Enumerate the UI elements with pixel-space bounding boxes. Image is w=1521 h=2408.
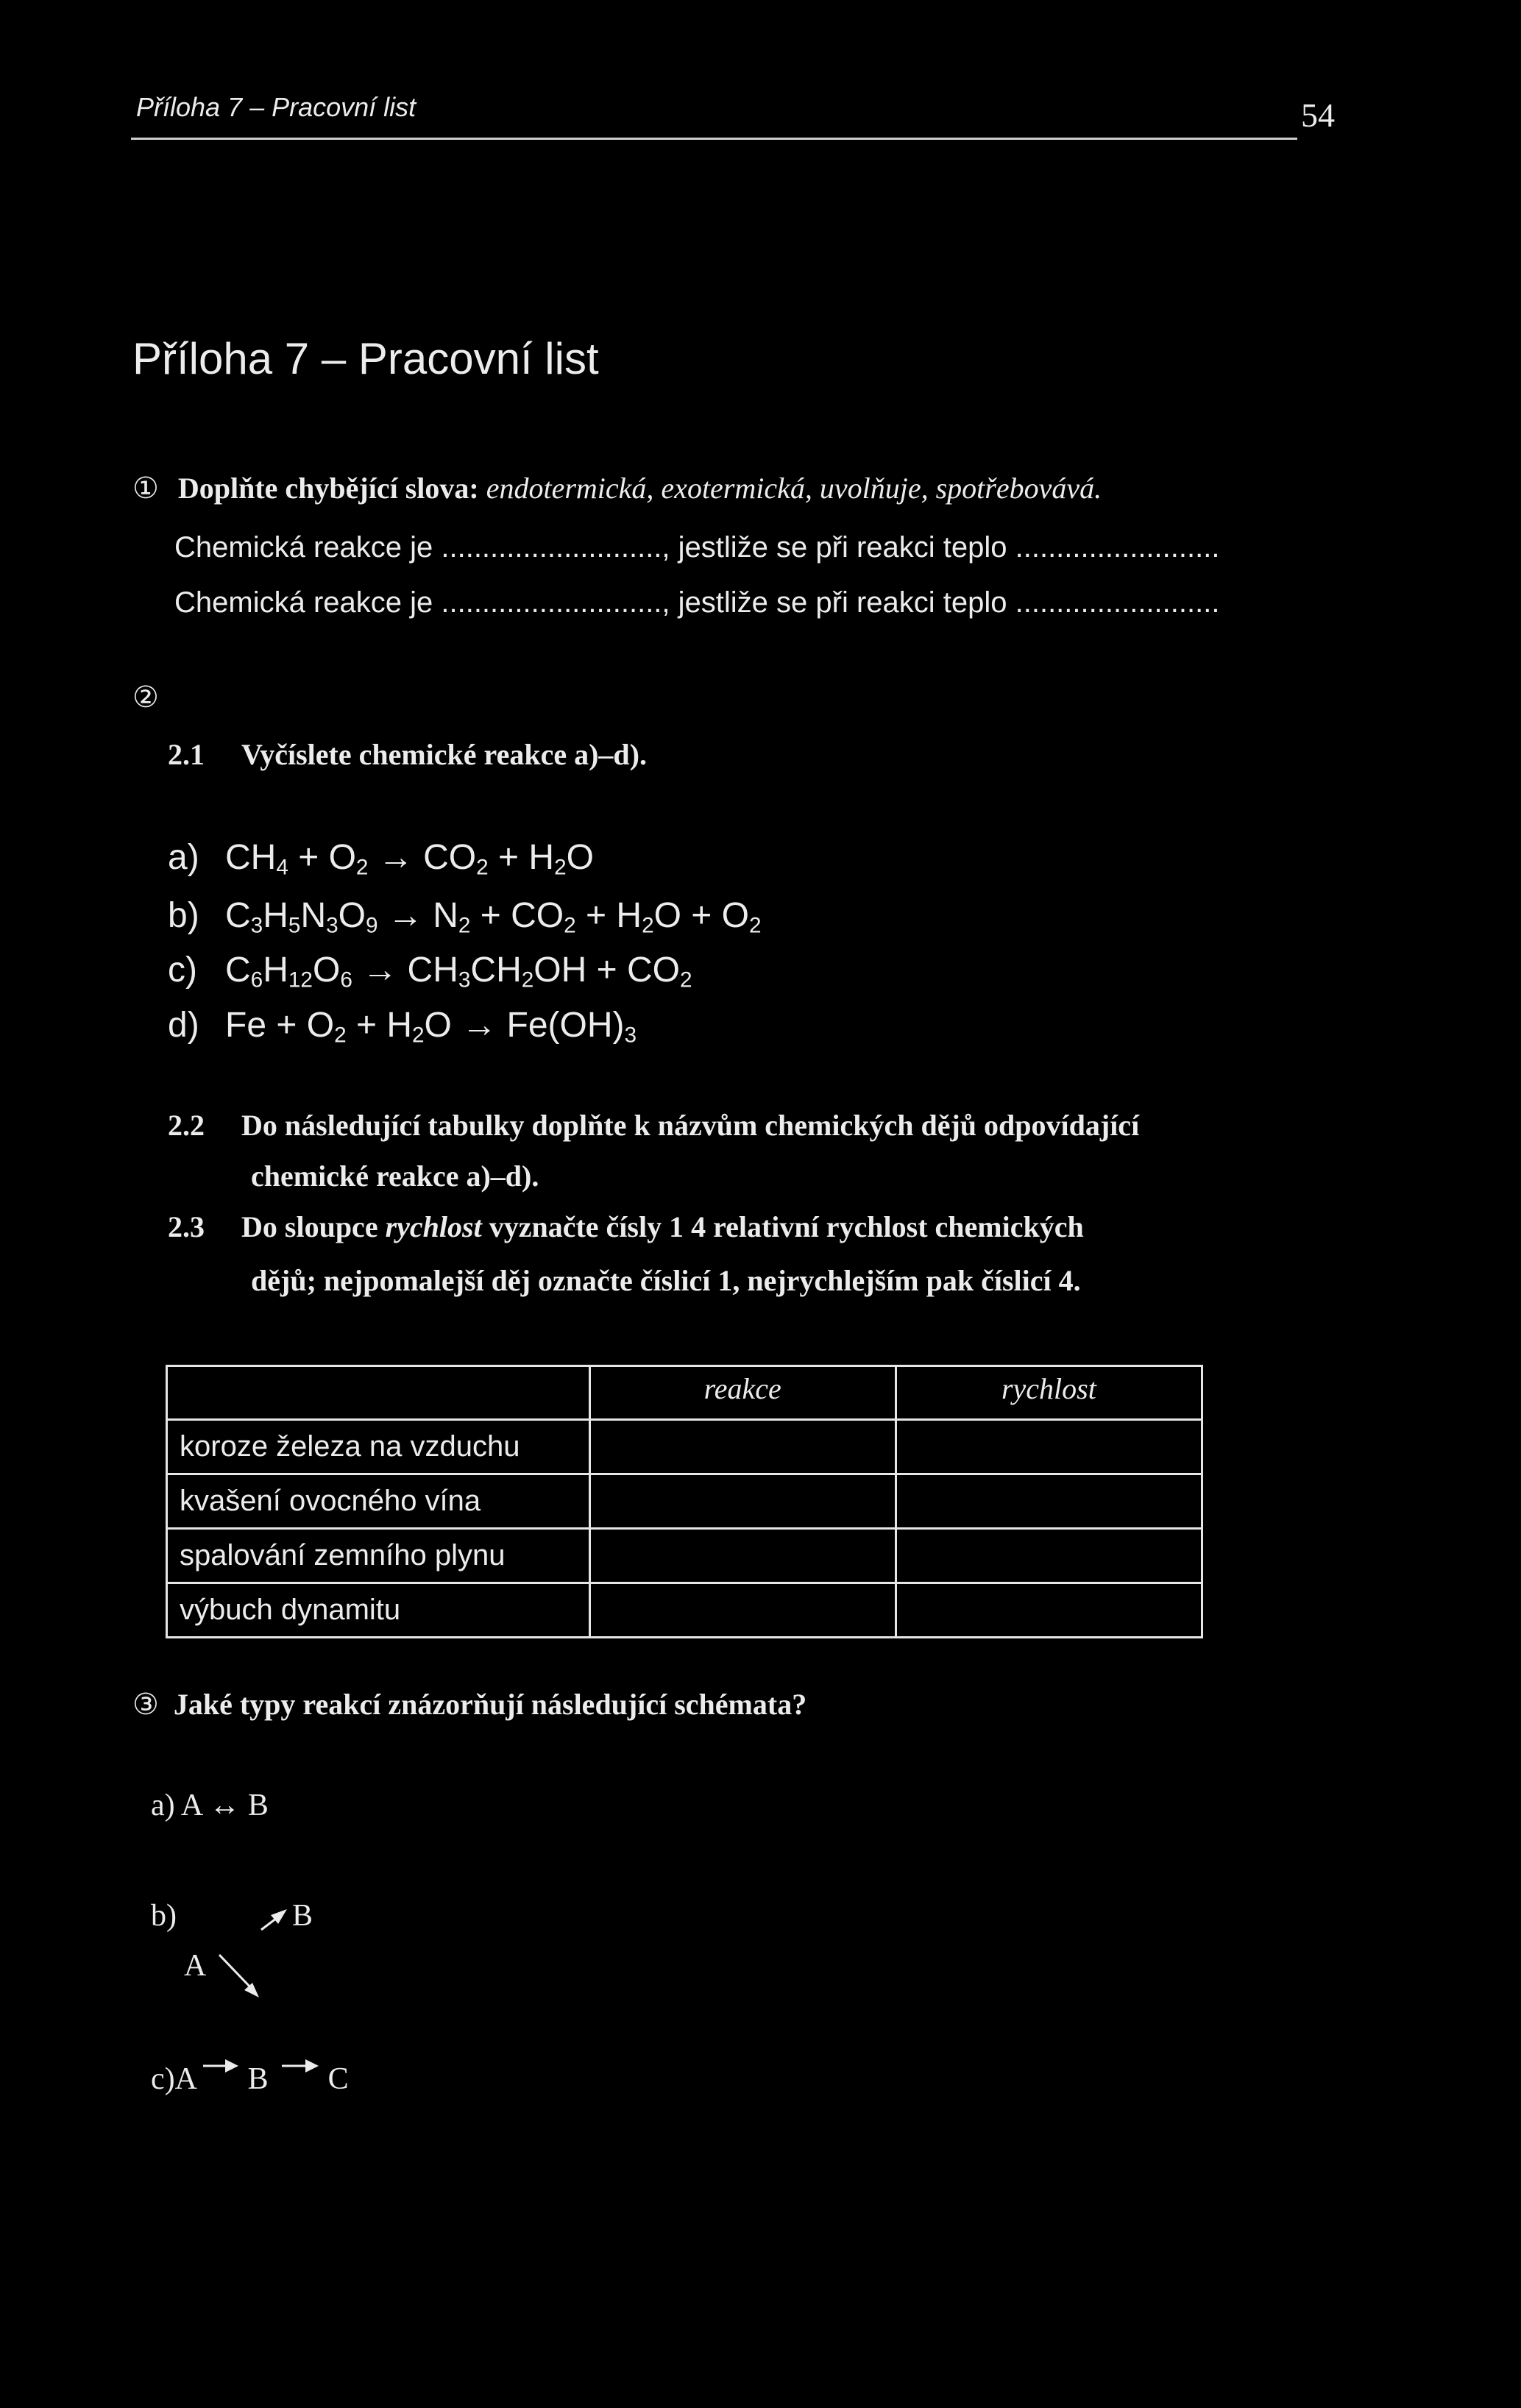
task2-1 <box>168 737 647 772</box>
task1-words: endotermická, exotermická, uvolňuje, spotřebovává. <box>486 472 1102 505</box>
scheme-a-text: A ↔ B <box>180 1789 269 1822</box>
task2-2-number: 2.2 <box>168 1109 205 1142</box>
task2-marker: ② <box>132 681 159 714</box>
task2-3-line2: dějů; nejpomalejší děj označte číslicí 1, nejrychlejším pak číslicí 4. <box>251 1264 1081 1297</box>
table-cell-process: koroze železa na vzduchu <box>167 1420 590 1474</box>
equation-label: c) <box>168 951 197 990</box>
task3 <box>132 1687 806 1722</box>
scheme-b-arrows-icon <box>206 1894 302 2020</box>
task1-marker: ① <box>132 472 159 505</box>
scheme-b-label: b) <box>151 1899 177 1933</box>
task2-3-number: 2.3 <box>168 1210 205 1243</box>
table-cell-reakce[interactable] <box>589 1420 896 1474</box>
task1-instruction: Doplňte chybějící slova: <box>177 472 479 505</box>
table-cell-process: výbuch dynamitu <box>167 1583 590 1638</box>
table-cell-rychlost[interactable] <box>896 1474 1202 1529</box>
table-cell-reakce[interactable] <box>589 1529 896 1583</box>
task1-line2: Chemická reakce je ..........................., jestliže se při reakci teplo ......................... <box>174 586 1220 619</box>
equation-label: d) <box>168 1006 199 1045</box>
arrow-right-icon <box>276 2056 320 2075</box>
task2-2 <box>168 1108 1139 1143</box>
table-cell-process: spalování zemního plynu <box>167 1529 590 1583</box>
equation-label: b) <box>168 896 199 935</box>
task3-question: Jaké typy reakcí znázorňují následující schémata? <box>173 1688 807 1721</box>
table-row <box>167 1474 1202 1529</box>
equation-c: c) $C_6H_{12}O_6 \to CH_3CH_2OH + CO_2$ <box>168 951 692 992</box>
page-title: Příloha 7 – Pracovní list <box>132 334 599 383</box>
table-cell-reakce[interactable] <box>589 1583 896 1638</box>
task2-1-number: 2.1 <box>168 738 205 771</box>
table-header-blank <box>167 1366 590 1420</box>
equation-label: a) <box>168 838 199 877</box>
task2-2-line2: chemické reakce a)–d). <box>251 1159 539 1193</box>
equation-d: d) $Fe + O_2 + H_2O \to Fe(OH)_3$ <box>168 1006 637 1048</box>
table-row <box>167 1583 1202 1638</box>
table-row <box>167 1529 1202 1583</box>
task2-2-line1: Do následující tabulky doplňte k názvům chemických dějů odpovídající <box>241 1109 1140 1142</box>
table-cell-process: kvašení ovocného vína <box>167 1474 590 1529</box>
scheme-b-top: B <box>292 1899 313 1933</box>
task3-marker: ③ <box>132 1688 159 1721</box>
running-header: Příloha 7 – Pracovní list <box>136 92 416 122</box>
table-cell-rychlost[interactable] <box>896 1583 1202 1638</box>
reaction-table <box>166 1365 1203 1638</box>
table-cell-reakce[interactable] <box>589 1474 896 1529</box>
table-header-rychlost: rychlost <box>896 1366 1202 1420</box>
scheme-c-label: c) <box>151 2062 175 2096</box>
table-header-reakce: reakce <box>589 1366 896 1420</box>
arrow-right-icon <box>203 2056 240 2075</box>
scheme-b-bottom: A <box>184 1949 207 1983</box>
table-cell-rychlost[interactable] <box>896 1529 1202 1583</box>
scheme-a-label: a) <box>151 1789 175 1822</box>
page-number: 54 <box>1301 96 1335 134</box>
task2-1-text: Vyčíslete chemické reakce a)–d). <box>241 738 647 771</box>
table-row <box>167 1420 1202 1474</box>
header-rule <box>131 138 1297 140</box>
scheme-a <box>151 1788 269 1823</box>
equation-a: a) $CH_4 + O_2 \to CO_2 + H_2O$ <box>168 838 594 880</box>
scheme-c: c)A B C <box>151 2056 349 2097</box>
task2-3: 2.3 Do sloupce rychlost vyznačte čísly 1 4 relativní rychlost chemických <box>168 1210 1084 1243</box>
task1 <box>132 471 1102 505</box>
task1-line1: Chemická reakce je ..........................., jestliže se při reakci teplo ......................... <box>174 531 1220 564</box>
equation-b: b) $C_3H_5N_3O_9 \to N_2 + CO_2 + H_2O + O_2$ <box>168 896 762 938</box>
table-cell-rychlost[interactable] <box>896 1420 1202 1474</box>
table-header-row <box>167 1366 1202 1420</box>
